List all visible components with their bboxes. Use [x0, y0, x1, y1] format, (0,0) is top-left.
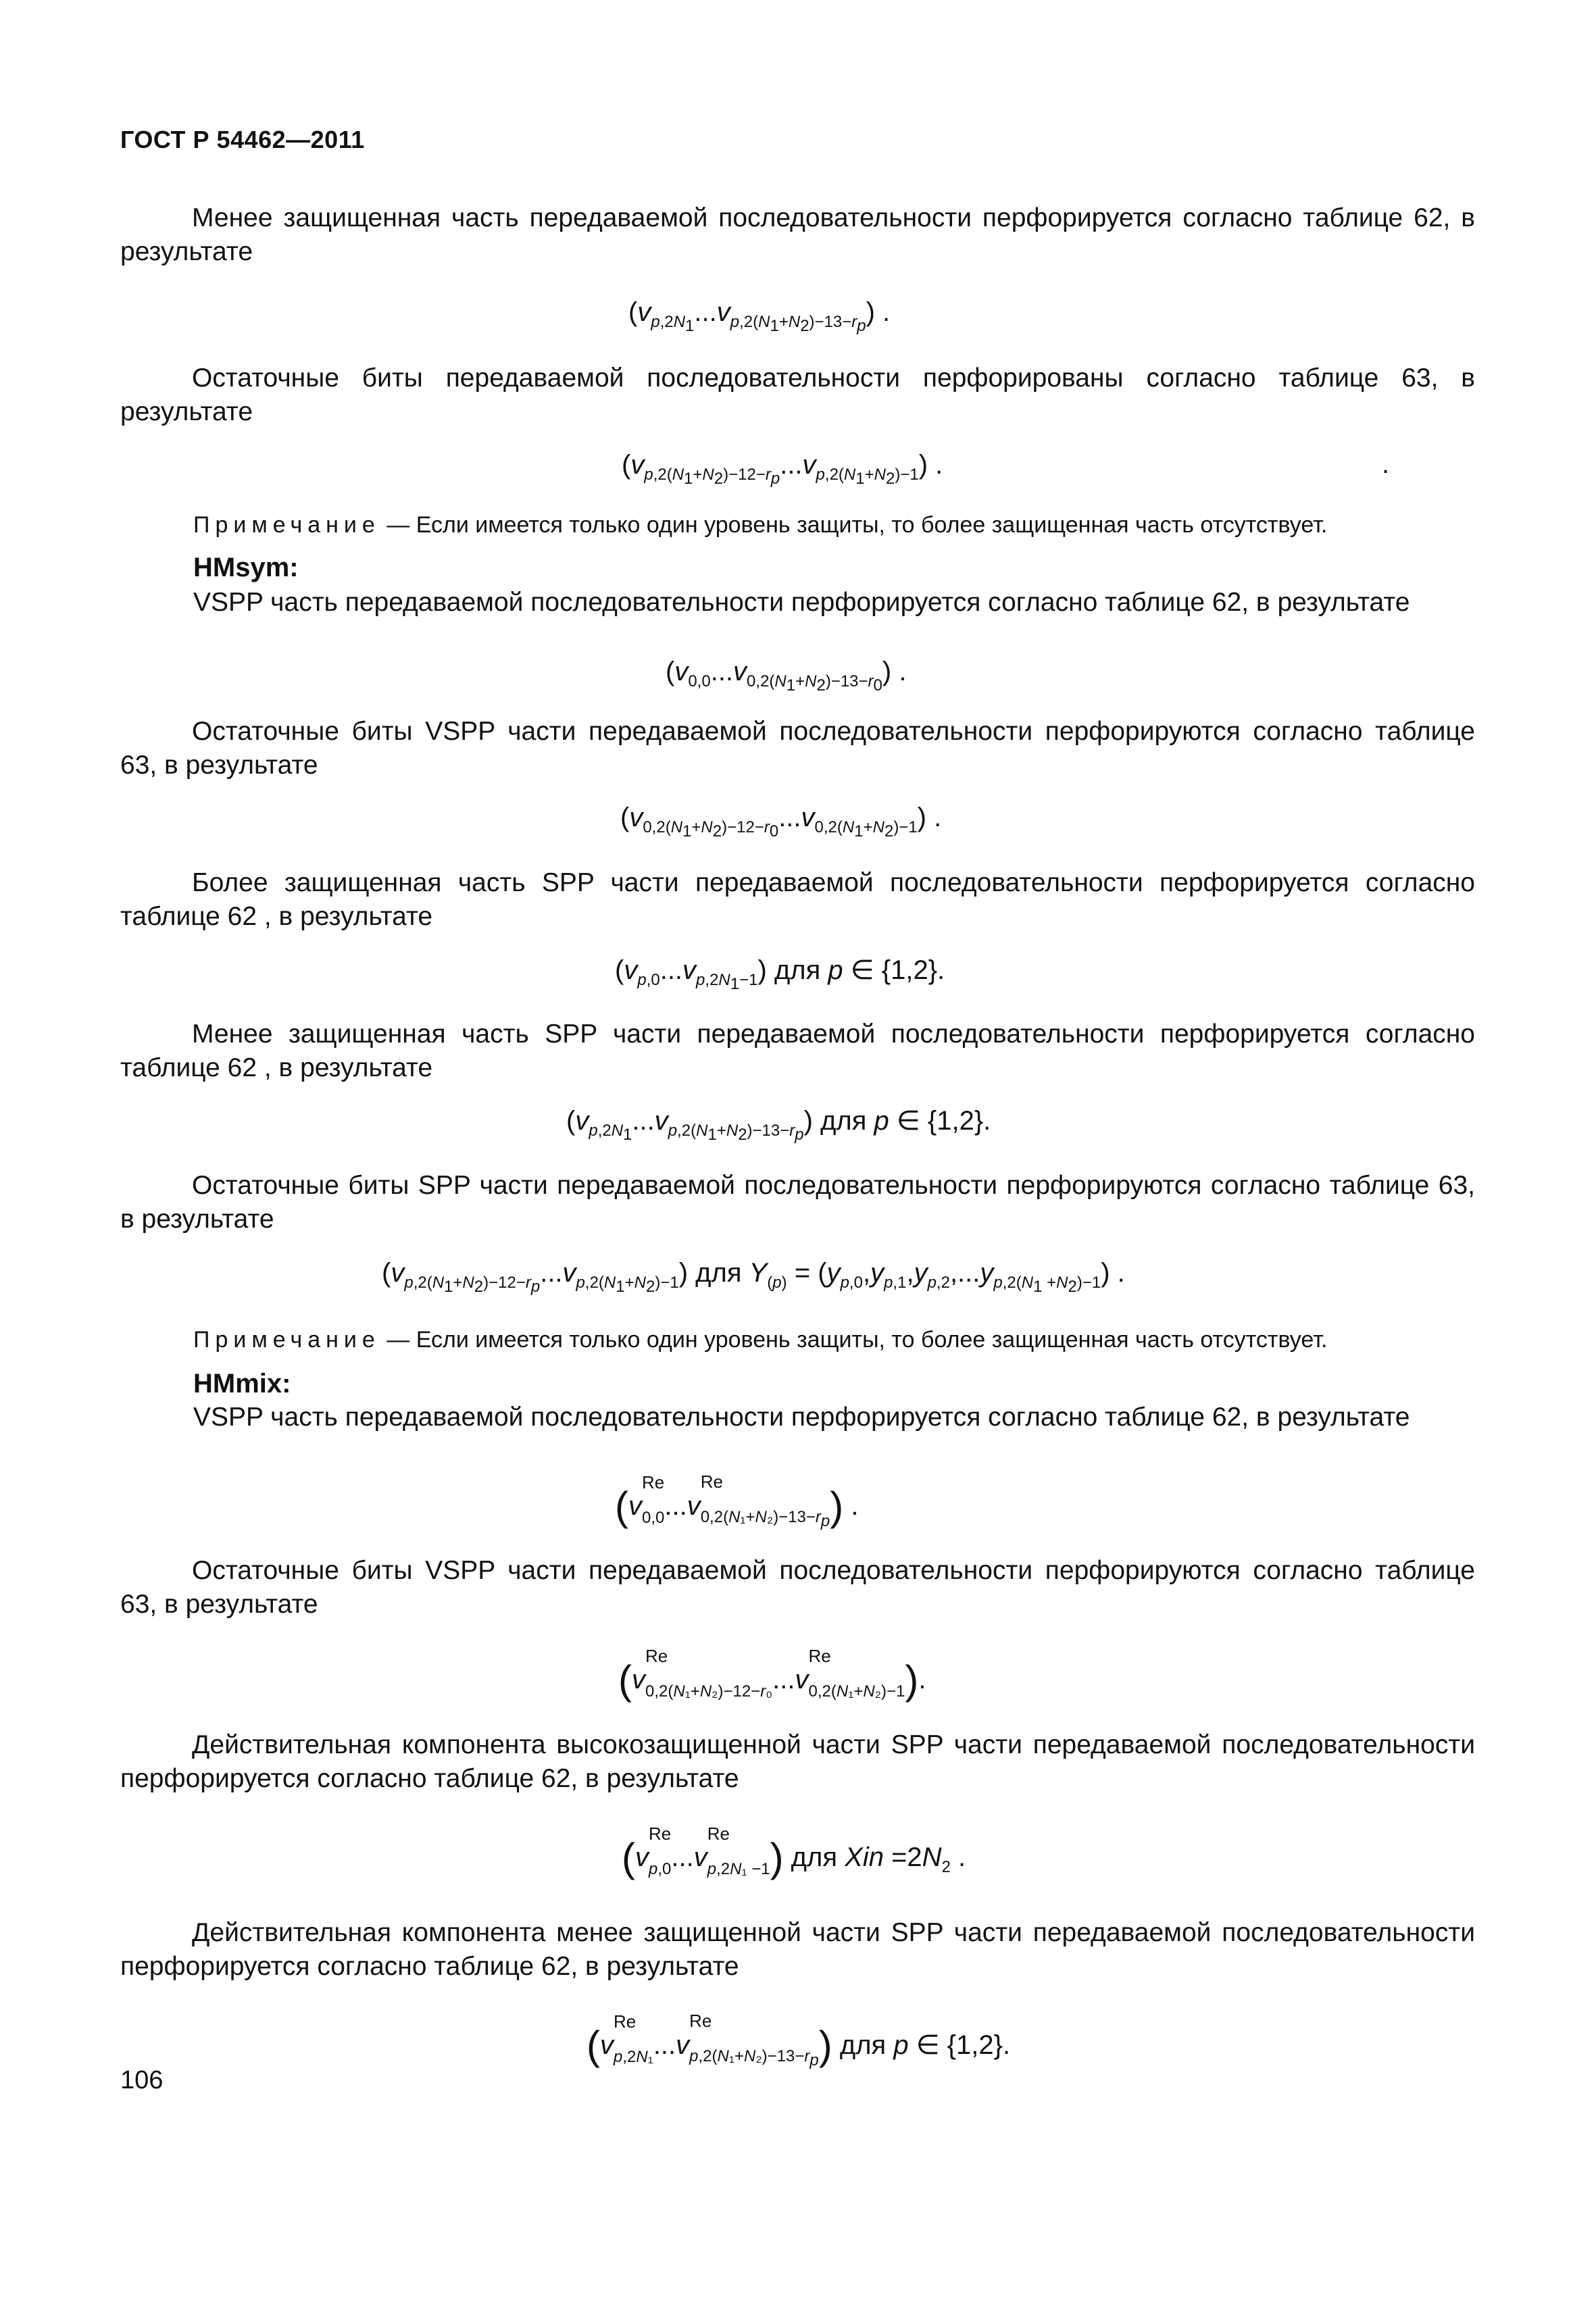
- paragraph: VSPP часть передаваемой последовательности перфорируется согласно таблице 62, в результате: [193, 588, 1410, 617]
- formula: (v Re $_{0,2(N_1+N_2)-12-r_0}$...v Re $_{0,2(N_1+N_2)-1}$).: [618, 1645, 926, 1703]
- page-number: 106: [120, 2066, 164, 2094]
- note: Примечание — Если имеется только один уровень защиты, то более защищенная часть отсутствует.: [193, 512, 1328, 538]
- formula: (v Re $_{0,0}$...v Re $_{0,2(N_1+N_2)-13-r_p}$) .: [615, 1471, 859, 1530]
- heading-hmmix: HMmix:: [193, 1369, 291, 1399]
- heading-hmsym: HMsym:: [193, 553, 299, 582]
- note: Примечание — Если имеется только один уровень защиты, то более защищенная часть отсутствует.: [193, 1327, 1328, 1353]
- formula: $(v_{p,2(N_1+N_2)-12-r_p}...v_{p,2(N_1+N_2)-1})$ для $Y_{(p)} = (y_{p,0},y_{p,1},y_{p,2},...y_{p,2(N_1 +N_2)-1})$ .: [382, 1258, 1125, 1296]
- paragraph: Остаточные биты VSPP части передаваемой последовательности перфорируются согласно таблице 63, в результате: [120, 717, 1475, 780]
- formula: (v Re $_{p,2N_1}$...v Re $_{p,2(N_1+N_2)-13-r_p}$) для p ∈ {1,2}.: [587, 2010, 1011, 2069]
- formula: $(v_{0,2(N_1+N_2)-12-r_0}...v_{0,2(N_1+N_2)-1})$ .: [620, 803, 942, 840]
- formula: $(v_{p,0}...v_{p,2N_1-1})$ для p ∈ {1,2}.: [615, 955, 945, 993]
- formula: $(v_{p,2N_1}...v_{p,2(N_1+N_2)-13-r_p})$ .: [628, 297, 891, 335]
- paragraph: VSPP часть передаваемой последовательности перфорируется согласно таблице 62, в результате: [193, 1403, 1410, 1432]
- paragraph: Остаточные биты передаваемой последовательности перфорированы согласно таблице 63, в результате: [120, 363, 1475, 426]
- paragraph: Менее защищенная часть передаваемой последовательности перфорируется согласно таблице 62, в результате: [120, 203, 1475, 266]
- formula: $(v_{p,2(N_1+N_2)-12-r_p}...v_{p,2(N_1+N_2)-1})$ .: [622, 450, 943, 488]
- formula: $(v_{0,0}...v_{0,2(N_1+N_2)-13-r_0})$ .: [666, 657, 907, 695]
- formula: (v Re $_{p,0}$...v Re $_{p,2N_1 -1}$) для Xin $=2N_2$ .: [622, 1823, 966, 1880]
- paragraph: Менее защищенная часть SPP части передаваемой последовательности перфорируется согласно таблице 62 , в результате: [120, 1020, 1475, 1082]
- paragraph: Остаточные биты VSPP части передаваемой последовательности перфорируются согласно таблице 63, в результате: [120, 1556, 1475, 1619]
- paragraph: Действительная компонента высокозащищенной части SPP части передаваемой последовательности перфорируется согласно таблице 62, в результате: [120, 1730, 1475, 1793]
- paragraph: Остаточные биты SPP части передаваемой последовательности перфорируются согласно таблице 63, в результате: [120, 1171, 1475, 1234]
- paragraph: Более защищенная часть SPP части передаваемой последовательности перфорируется согласно таблице 62 , в результате: [120, 868, 1475, 931]
- formula: $(v_{p,2N_1}...v_{p,2(N_1+N_2)-13-r_p})$ для p ∈ {1,2}.: [566, 1106, 991, 1144]
- stray-dot: .: [1382, 449, 1390, 479]
- paragraph: Действительная компонента менее защищенной части SPP части передаваемой последовательности перфорируется согласно таблице 62, в результате: [120, 1918, 1475, 1981]
- document-header: ГОСТ Р 54462—2011: [120, 126, 365, 153]
